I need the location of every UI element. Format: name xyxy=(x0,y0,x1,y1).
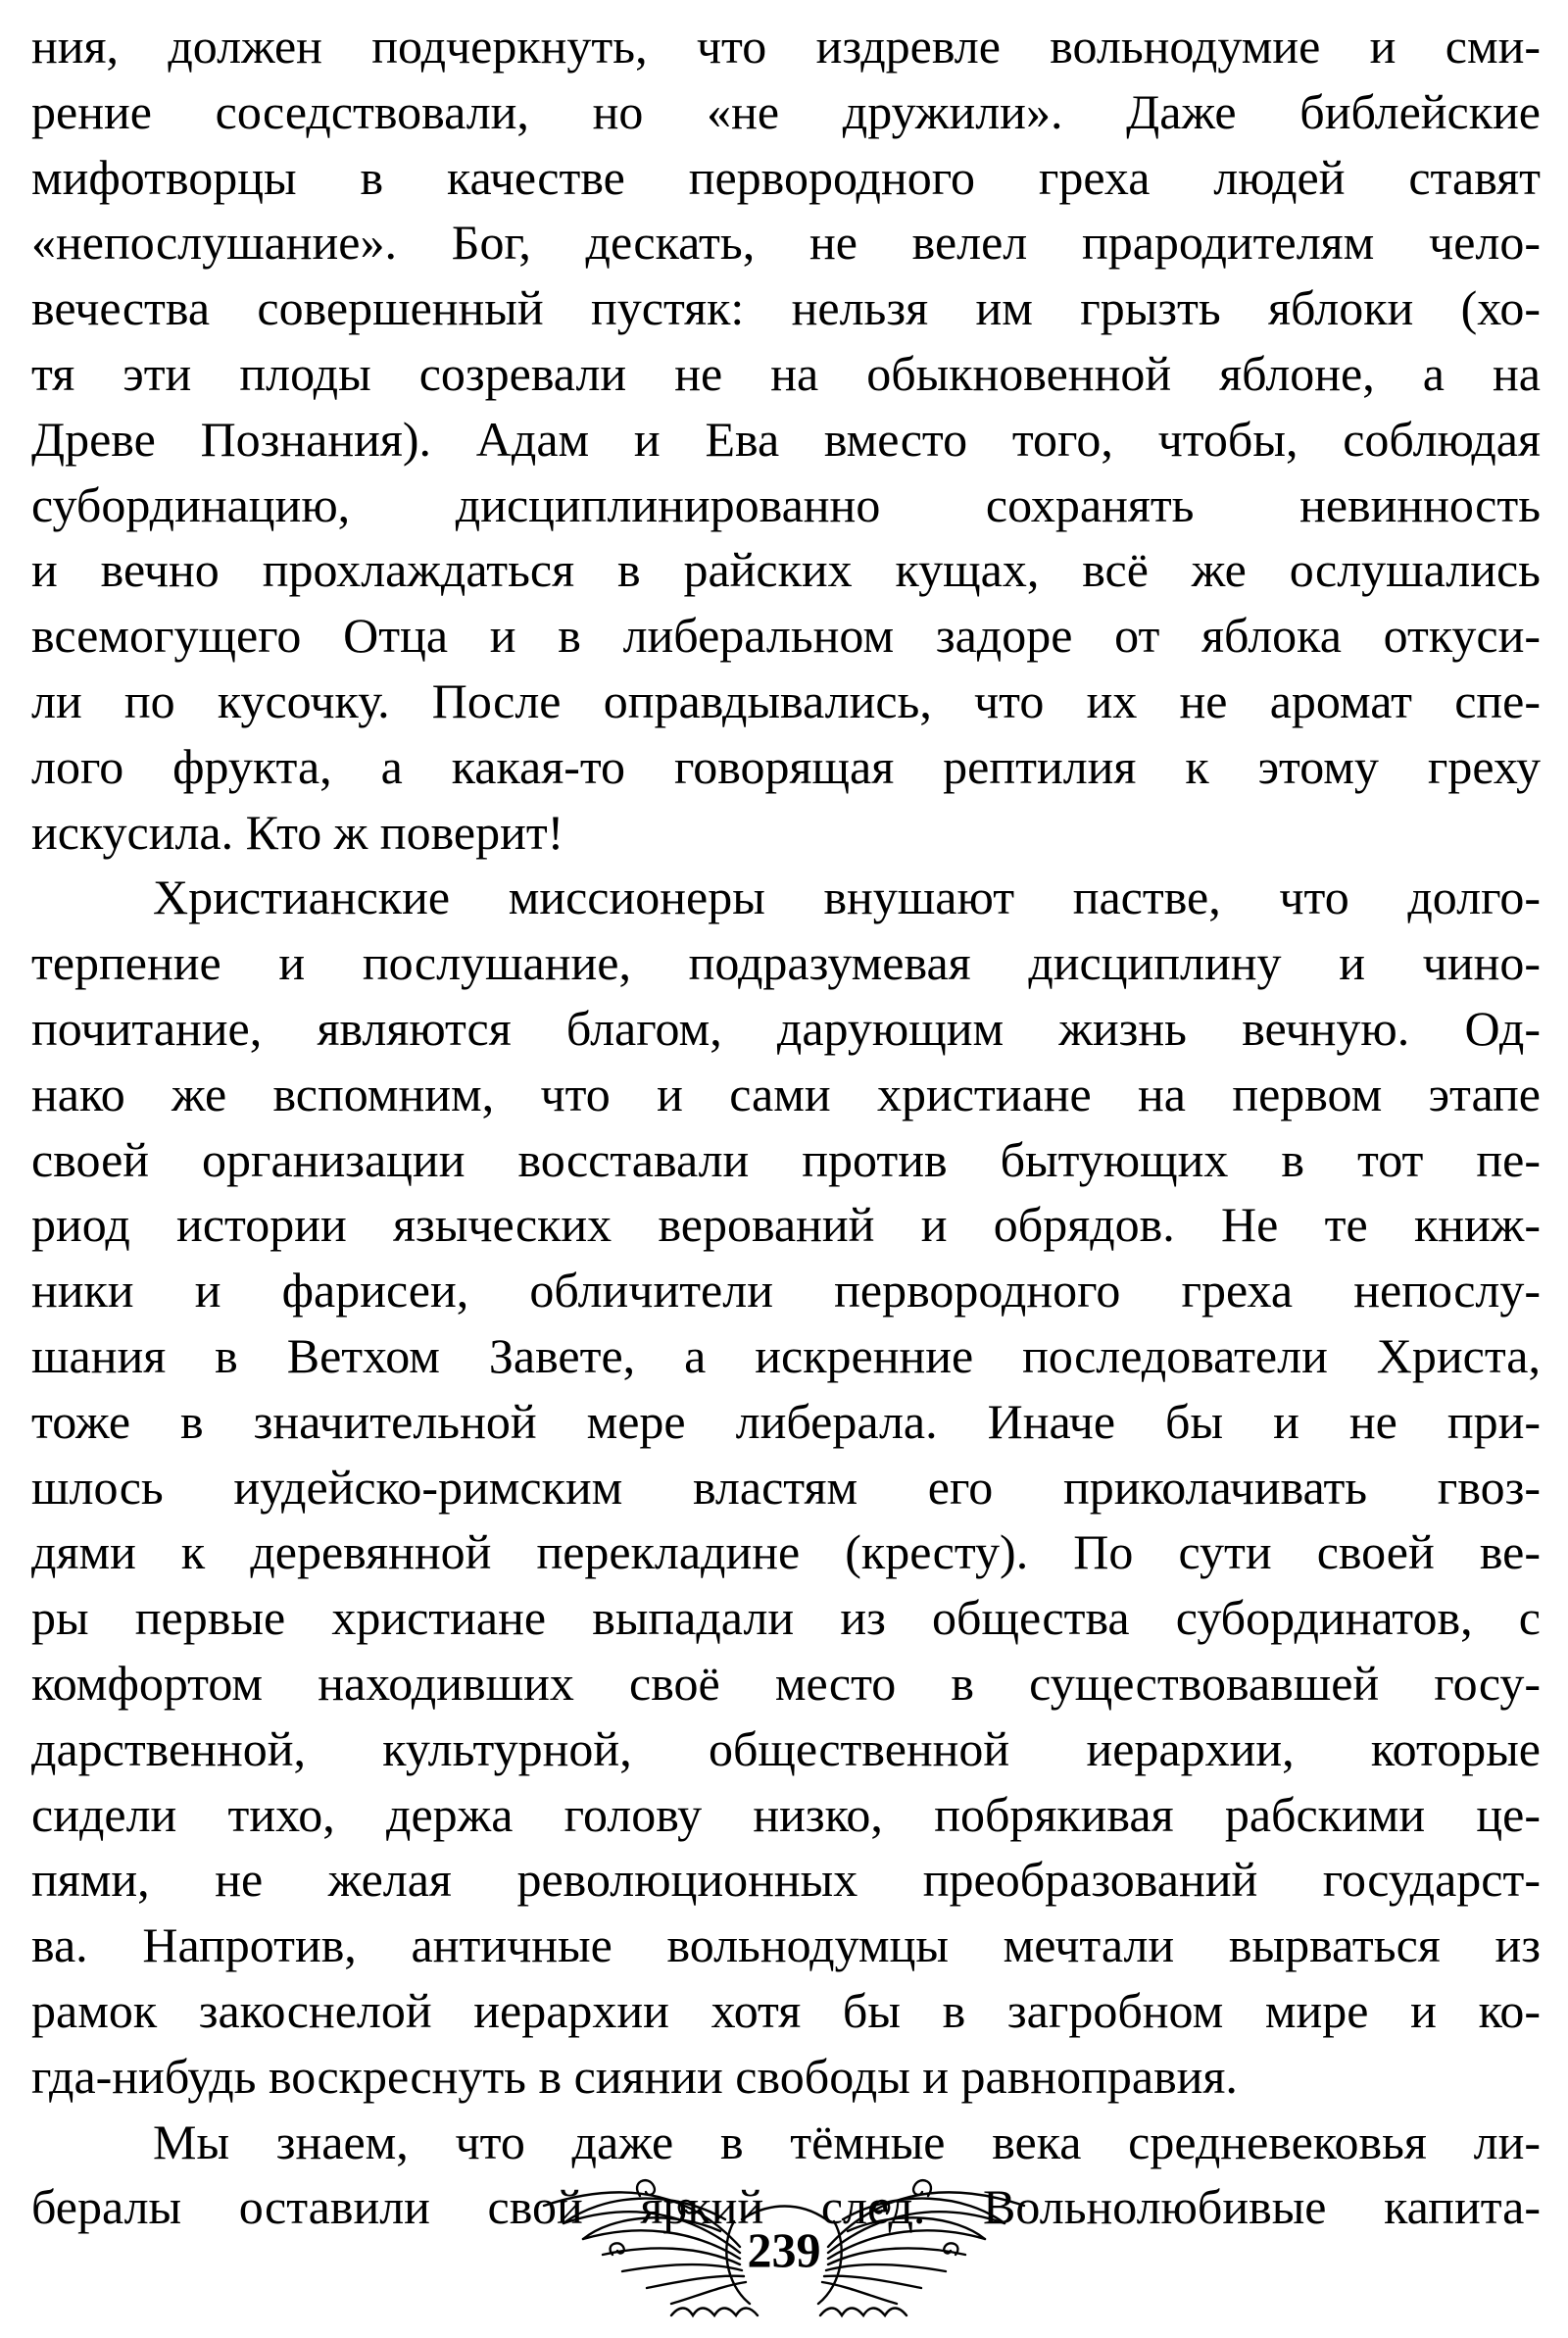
text-line: гда-нибудь воскреснуть в сиянии свободы и равноправия. xyxy=(31,2048,1238,2104)
text-line: рамок закоснелой иерархии хотя бы в загробном мире и ко- xyxy=(31,1982,1541,2038)
text-line: ры первые христиане выпадали из общества субординатов, с xyxy=(31,1590,1541,1646)
text-line: Древе Познания). Адам и Ева вместо того, чтобы, соблюдая xyxy=(31,411,1541,467)
text-line: нако же вспомним, что и сами христиане на первом этапе xyxy=(31,1066,1541,1121)
text-line: дарственной, культурной, общественной иерархии, которые xyxy=(31,1720,1541,1776)
page-number: 239 xyxy=(747,2222,821,2277)
text-line: шлось иудейско-римским властям его приколачивать гвоз- xyxy=(31,1459,1541,1515)
text-line: искусила. Кто ж поверит! xyxy=(31,804,564,860)
text-line: субординацию, дисциплинированно сохранять невинность xyxy=(31,476,1541,532)
text-line: Христианские миссионеры внушают пастве, что долго- xyxy=(153,870,1541,925)
page-footer xyxy=(0,2137,1568,2333)
text-line: бералы оставили свой яркий след. Вольнолюбивые капита- xyxy=(31,2179,1541,2235)
text-line: пями, не желая революционных преобразований государст- xyxy=(31,1852,1541,1908)
text-line: рение соседствовали, но «не дружили». Даже библейские xyxy=(31,83,1541,139)
text-line: своей организации восставали против бытующих в тот пе- xyxy=(31,1131,1541,1187)
text-line: тя эти плоды созревали не на обыкновенной яблоне, а на xyxy=(31,345,1541,401)
text-line: комфортом находивших своё место в существовавшей госу- xyxy=(31,1655,1541,1711)
text-line: лого фрукта, а какая-то говорящая рептилия к этому греху xyxy=(31,738,1541,794)
text-line: риод истории языческих верований и обрядов. Не те книж- xyxy=(31,1197,1541,1253)
text-line: тоже в значительной мере либерала. Иначе бы и не при- xyxy=(31,1393,1541,1449)
text-line: ники и фарисеи, обличители первородного греха непослу- xyxy=(31,1263,1541,1318)
text-line: ва. Напротив, античные вольнодумцы мечтали вырваться из xyxy=(31,1917,1541,1973)
text-line: мифотворцы в качестве первородного греха людей ставят xyxy=(31,149,1541,205)
text-line: ли по кусочку. После оправдывались, что их не аромат спе- xyxy=(31,672,1541,728)
text-line: вечества совершенный пустяк: нельзя им грызть яблоки (хо- xyxy=(31,280,1541,336)
text-line: шания в Ветхом Завете, а искренние последователи Христа, xyxy=(31,1327,1541,1383)
text-line: терпение и послушание, подразумевая дисциплину и чино- xyxy=(31,935,1541,991)
text-line: Мы знаем, что даже в тёмные века средневековья ли- xyxy=(153,2114,1541,2169)
text-line: дями к деревянной перекладине (кресту). По сути своей ве- xyxy=(31,1524,1541,1580)
text-line: «непослушание». Бог, дескать, не велел прародителям чело- xyxy=(31,215,1541,271)
body-text xyxy=(31,14,1541,2240)
text-line: почитание, являются благом, дарующим жизнь вечную. Од- xyxy=(31,1000,1541,1056)
text-line: сидели тихо, держа голову низко, побрякивая рабскими це- xyxy=(31,1786,1541,1842)
text-line: ния, должен подчеркнуть, что издревле вольнодумие и сми- xyxy=(31,19,1541,74)
text-line: всемогущего Отца и в либеральном задоре от яблока откуси- xyxy=(31,608,1541,664)
text-line: и вечно прохлаждаться в райских кущах, всё же ослушались xyxy=(31,542,1541,598)
